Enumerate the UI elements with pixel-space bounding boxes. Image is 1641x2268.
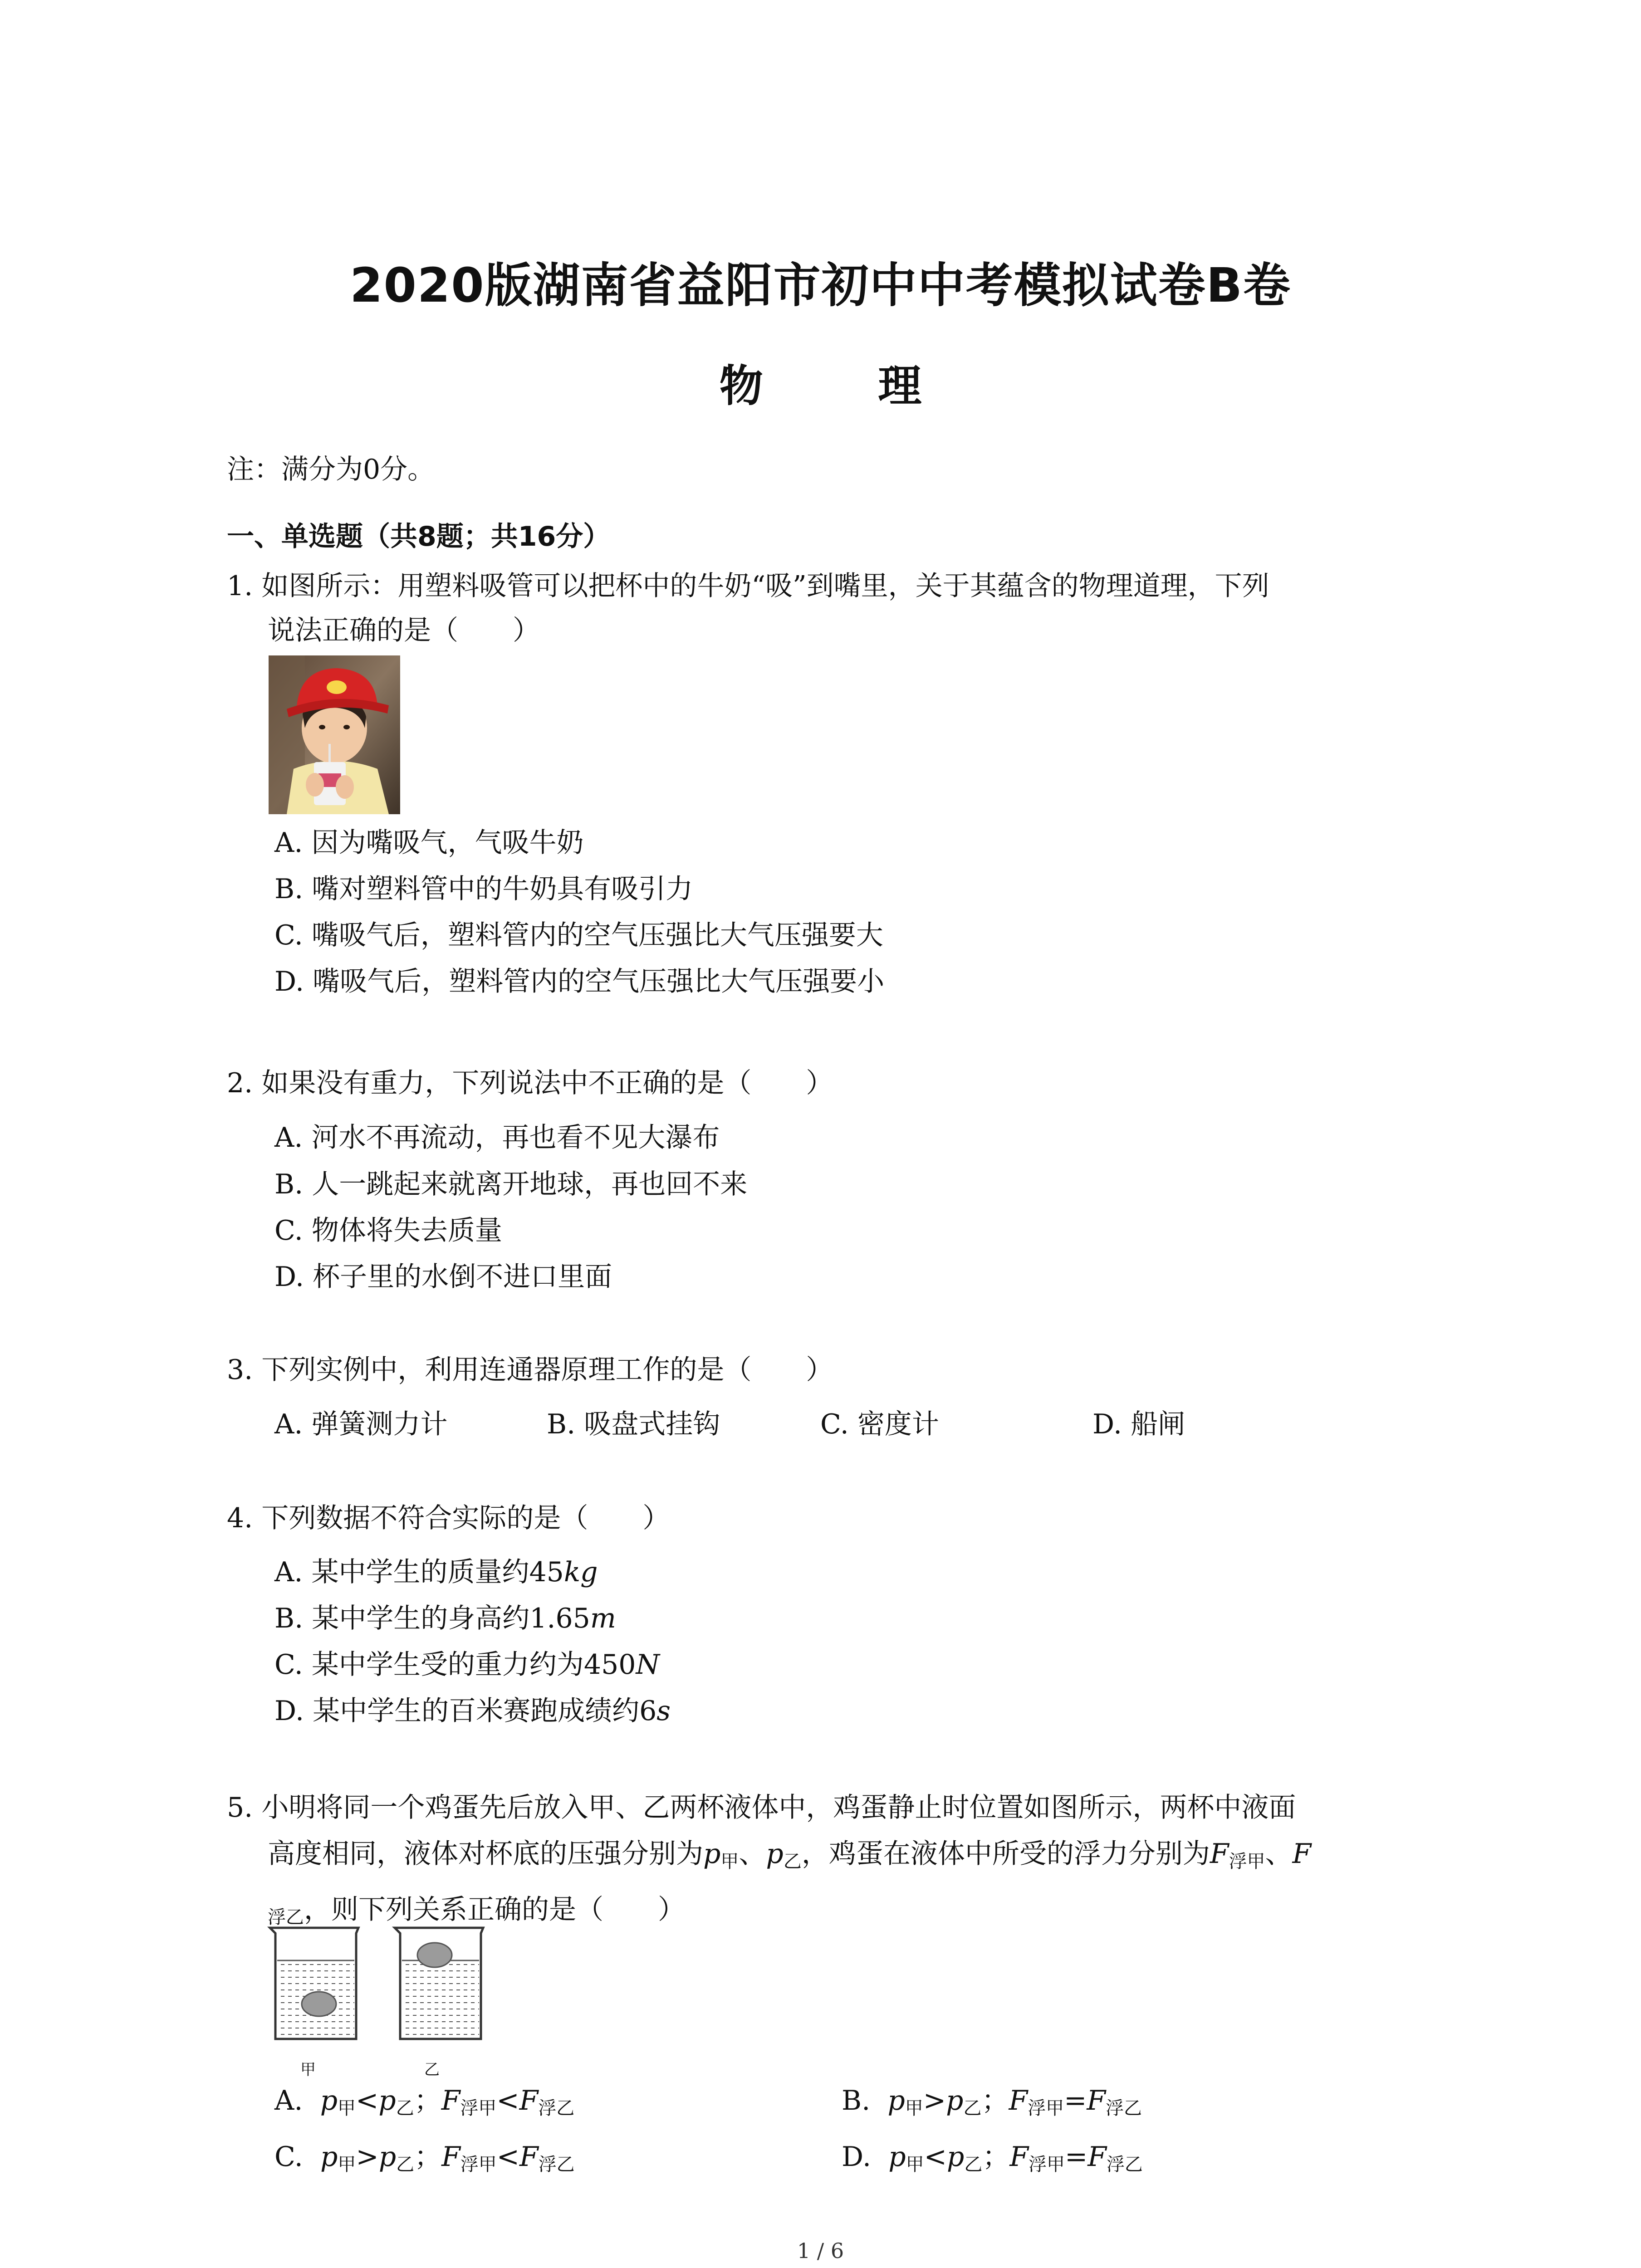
q4-option-b-text: B. 某中学生的身高约1.65 — [274, 1603, 590, 1634]
q1-option-c: C. 嘴吸气后，塑料管内的空气压强比大气压强要大 — [274, 919, 883, 951]
q4-option-a — [274, 1550, 598, 1589]
q3-stem: 3. 下列实例中，利用连通器原理工作的是（ ） — [227, 1354, 833, 1386]
exam-title: 2020版湖南省益阳市初中中考模拟试卷B卷 — [350, 258, 1291, 313]
q4-option-b-unit: m — [590, 1603, 616, 1634]
egg-icon — [302, 1992, 336, 2016]
q1-option-b: B. 嘴对塑料管中的牛奶具有吸引力 — [274, 873, 693, 905]
q5-option-a — [274, 2079, 574, 2120]
subscript-jia: 甲 — [906, 2154, 924, 2175]
symbol-f: F — [1009, 2085, 1028, 2116]
q4-option-c-text: C. 某中学生受的重力约为450 — [274, 1649, 636, 1681]
q5-option-d — [842, 2135, 1143, 2176]
q4-option-d-text: D. 某中学生的百米赛跑成绩约6 — [274, 1695, 657, 1727]
symbol-p: p — [946, 2085, 964, 2116]
q2-option-a: A. 河水不再流动，再也看不见大瀑布 — [274, 1122, 720, 1154]
beakers-figure — [265, 1923, 501, 2068]
relation-sign: < — [496, 2141, 520, 2173]
option-letter: A. — [274, 2085, 303, 2116]
symbol-p: p — [946, 2141, 965, 2173]
page-number: 1 / 6 — [797, 2239, 844, 2263]
subject-title: 物 理 — [719, 361, 972, 411]
q4-option-c — [274, 1643, 660, 1682]
symbol-f: F — [1087, 2141, 1107, 2173]
q5-stem-line1: 5. 小明将同一个鸡蛋先后放入甲、乙两杯液体中，鸡蛋静止时位置如图所示，两杯中液面 — [227, 1792, 1296, 1823]
subscript-jia: 甲 — [337, 2098, 356, 2119]
q3-option-d: D. 船闸 — [1092, 1408, 1185, 1440]
separator: ； — [414, 2141, 442, 2173]
symbol-p: p — [888, 2141, 906, 2173]
egg-icon — [417, 1943, 452, 1967]
symbol-p: p — [320, 2141, 338, 2173]
symbol-p: p — [378, 2085, 396, 2116]
symbol-f: F — [1292, 1838, 1312, 1870]
subscript-fujia: 浮甲 — [460, 2098, 497, 2119]
relation-sign: = — [1064, 2141, 1088, 2173]
q1-stem-line1: 1. 如图所示：用塑料吸管可以把杯中的牛奶“吸”到嘴里，关于其蕴含的物理道理，下列 — [227, 570, 1269, 602]
relation-sign: < — [496, 2085, 519, 2116]
beaker-label-yi: 乙 — [424, 2061, 440, 2079]
subscript-fuyi: 浮乙 — [268, 1907, 304, 1928]
p-yi — [766, 1838, 801, 1870]
beaker-jia — [270, 1928, 358, 2039]
q5-stem-text-d: 、 — [1265, 1838, 1293, 1870]
symbol-p: p — [766, 1838, 784, 1870]
symbol-f: F — [1210, 1838, 1229, 1870]
q5-stem-text-a: 高度相同，液体对杯底的压强分别为 — [268, 1838, 703, 1870]
q4-option-a-unit: kg — [563, 1556, 598, 1588]
subscript-yi: 乙 — [396, 2154, 415, 2175]
q5-stem-line2 — [268, 1831, 1311, 1884]
subscript-fujia: 浮甲 — [1028, 2154, 1065, 2175]
q5-stem-text-e: ，则下列关系正确的是（ ） — [304, 1894, 685, 1926]
q2-stem: 2. 如果没有重力，下列说法中不正确的是（ ） — [227, 1067, 833, 1099]
subscript-fuyi: 浮乙 — [538, 2154, 575, 2175]
subscript-yi: 乙 — [963, 2098, 982, 2119]
subscript-jia: 甲 — [720, 1851, 739, 1872]
relation-sign: < — [355, 2085, 379, 2116]
symbol-f: F — [441, 2085, 460, 2116]
q4-stem: 4. 下列数据不符合实际的是（ ） — [227, 1502, 670, 1534]
beaker-yi — [395, 1928, 483, 2039]
q4-option-a-text: A. 某中学生的质量约45 — [274, 1556, 564, 1588]
subscript-yi: 乙 — [396, 2098, 414, 2119]
subscript-jia: 甲 — [905, 2098, 923, 2119]
symbol-p: p — [887, 2085, 905, 2116]
subscript-fujia: 浮甲 — [1028, 2098, 1064, 2119]
symbol-f: F — [519, 2085, 539, 2116]
separator: ； — [981, 2085, 1009, 2116]
p-jia — [703, 1838, 739, 1870]
q5-stem-text-b: 、 — [739, 1838, 766, 1870]
score-note: 注：满分为0分。 — [227, 454, 435, 485]
q1-stem-line2: 说法正确的是（ ） — [268, 615, 540, 646]
symbol-p: p — [703, 1838, 721, 1870]
subscript-fuyi: 浮乙 — [1106, 2098, 1142, 2119]
q3-option-b: B. 吸盘式挂钩 — [547, 1408, 720, 1440]
relation-sign: < — [924, 2141, 947, 2173]
q2-option-b: B. 人一跳起来就离开地球，再也回不来 — [274, 1168, 748, 1200]
q2-option-d: D. 杯子里的水倒不进口里面 — [274, 1261, 612, 1293]
q5-stem-text-c: ，鸡蛋在液体中所受的浮力分别为 — [801, 1838, 1210, 1870]
option-letter: D. — [842, 2141, 872, 2173]
subscript-fuyi: 浮乙 — [538, 2098, 575, 2119]
q3-option-a: A. 弹簧测力计 — [274, 1408, 448, 1440]
symbol-f: F — [519, 2141, 539, 2173]
symbol-f: F — [1087, 2085, 1106, 2116]
symbol-p: p — [378, 2141, 397, 2173]
symbol-f: F — [441, 2141, 460, 2173]
q3-option-c: C. 密度计 — [820, 1408, 939, 1440]
symbol-f: F — [1009, 2141, 1029, 2173]
q5-option-c — [274, 2135, 575, 2176]
section-heading: 一、单选题（共8题；共16分） — [227, 521, 611, 552]
child-drinking-milk-image — [269, 655, 400, 814]
q4-option-d-unit: s — [656, 1695, 671, 1727]
option-letter: B. — [842, 2085, 871, 2116]
q1-option-a: A. 因为嘴吸气，气吸牛奶 — [274, 827, 584, 859]
q5-option-b — [842, 2079, 1142, 2120]
q1-option-d: D. 嘴吸气后，塑料管内的空气压强比大气压强要小 — [274, 966, 885, 997]
symbol-p: p — [320, 2085, 338, 2116]
relation-sign: > — [923, 2085, 946, 2116]
subscript-fuyi: 浮乙 — [1106, 2154, 1143, 2175]
subscript-jia: 甲 — [338, 2154, 356, 2175]
separator: ； — [982, 2141, 1010, 2173]
q4-option-c-unit: N — [636, 1649, 660, 1681]
subscript-yi: 乙 — [964, 2154, 983, 2175]
f-fujia — [1210, 1838, 1265, 1870]
subscript-fujia: 浮甲 — [460, 2154, 497, 2175]
subscript-fujia: 浮甲 — [1229, 1851, 1265, 1872]
separator: ； — [414, 2085, 441, 2116]
q2-option-c: C. 物体将失去质量 — [274, 1215, 502, 1246]
option-letter: C. — [274, 2141, 303, 2173]
beaker-label-jia: 甲 — [300, 2061, 316, 2079]
q4-option-d — [274, 1689, 671, 1728]
subscript-yi: 乙 — [783, 1851, 802, 1872]
q4-option-b — [274, 1597, 616, 1636]
relation-sign: > — [356, 2141, 379, 2173]
relation-sign: = — [1064, 2085, 1087, 2116]
